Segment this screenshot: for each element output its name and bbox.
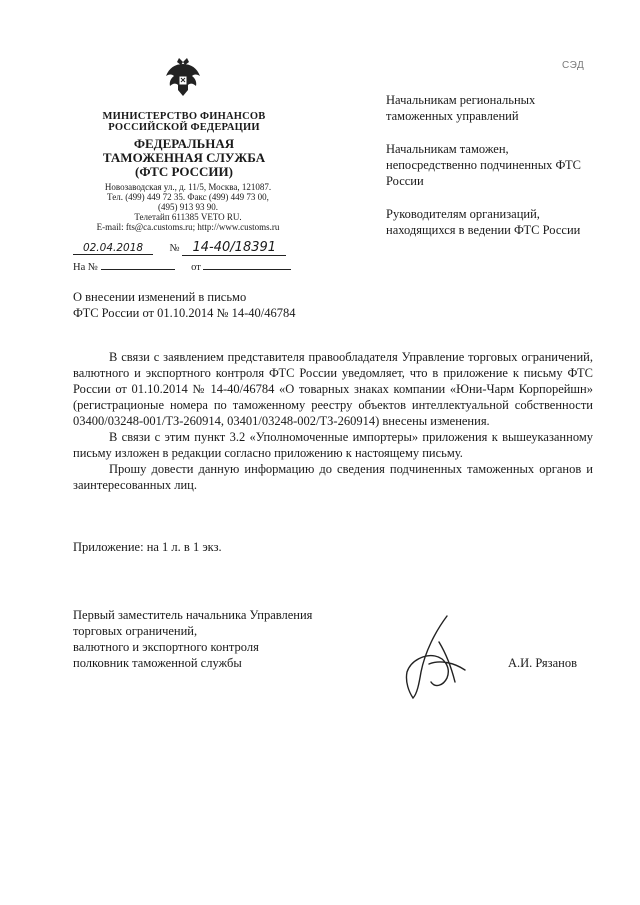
body-paragraph-1: В связи с заявлением представителя правообладателя Управление торговых ограничений, валютного и экспортного контроля ФТС России уведомляет, что в приложение к письму ФТС России от 01.10.2014 № 14-40/46784 «О товарных знаках компании «Юни-Чарм Корпорейшн» (регистрационые номера по таможенному реестру объектов интеллектуальной собственности 03400/03248-001/ТЗ-260914, 03401/03248-002/ТЗ-260914) внесены изменения. [73, 350, 593, 428]
reference-line [73, 262, 291, 273]
body-paragraph-3: Прошу довести данную информацию до сведения подчиненных таможенных органов и заинтересованных лиц. [73, 462, 593, 492]
addressee-1: Начальникам региональных таможенных управлений [386, 93, 536, 123]
registration-date-line [73, 240, 286, 256]
sed-stamp: СЭД [562, 60, 585, 71]
signatory-name: А.И. Рязанов [508, 656, 577, 670]
service-name: ФЕДЕРАЛЬНАЯ ТАМОЖЕННАЯ СЛУЖБА (ФТС РОССИИ) [102, 136, 266, 179]
addressee-3: Руководителям организаций, находящихся в ведении ФТС России [386, 207, 581, 237]
reference-label: На № [73, 262, 98, 273]
registration-number: 14-40/18391 [182, 240, 286, 256]
letter-subject: О внесении изменений в письмо ФТС России от 01.10.2014 № 14-40/46784 [73, 290, 296, 320]
coat-of-arms-icon [163, 56, 203, 100]
signatory-title: Первый заместитель начальника Управления торговых ограничений, валютного и экспортного контроля полковник таможенной службы [73, 608, 313, 670]
letter-body [73, 349, 593, 493]
reference-from-label: от [191, 262, 201, 273]
contact-info: Новозаводская ул., д. 11/5, Москва, 121087. Тел. (499) 449 72 35. Факс (499) 449 73 00, (495) 913 93 90. Телетайп 611385 VETO RU. E-mail: fts@ca.customs.ru; http://www.customs.ru [96, 182, 280, 232]
ministry-name: МИНИСТЕРСТВО ФИНАНСОВ РОССИЙСКОЙ ФЕДЕРАЦИИ [102, 111, 266, 133]
reference-number-blank [101, 269, 175, 270]
body-paragraph-2: В связи с этим пункт 3.2 «Уполномоченные импортеры» приложения к вышеуказанному письму изложен в редакции согласно приложению к настоящему письму. [73, 430, 593, 460]
addressee-2: Начальникам таможен, непосредственно подчиненных ФТС России [386, 142, 582, 188]
attachment-note: Приложение: на 1 л. в 1 экз. [73, 540, 222, 554]
handwritten-signature [395, 612, 475, 702]
registration-date: 02.04.2018 [73, 242, 153, 255]
reference-date-blank [203, 269, 291, 270]
number-label: № [169, 243, 180, 254]
